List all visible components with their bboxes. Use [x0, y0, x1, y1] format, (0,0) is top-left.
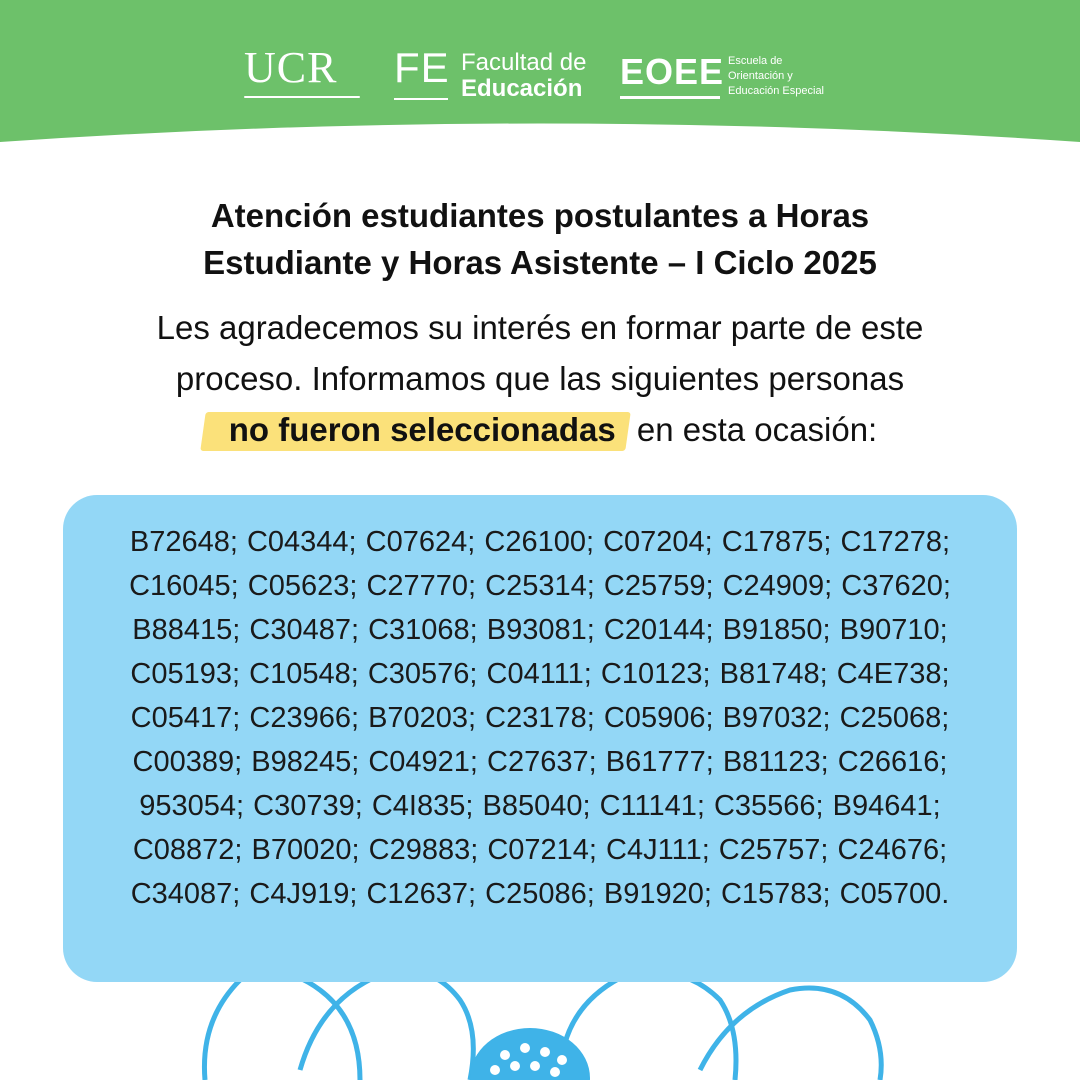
eoee-logo-line2: Orientación y	[728, 70, 793, 82]
eoee-logo-mark: EOEE	[620, 51, 725, 92]
eoee-logo-text	[728, 54, 858, 99]
fe-logo-line2: Educación	[461, 75, 583, 102]
ucr-logo	[244, 43, 360, 98]
highlighted-phrase: no fueron seleccionadas	[203, 404, 628, 455]
eoee-logo-underline	[620, 96, 720, 99]
intro-line3-rest: en esta ocasión:	[636, 411, 878, 448]
page-title-line1: Atención estudiantes postulantes a Horas	[210, 197, 870, 234]
not-selected-codes-list: B72648; C04344; C07624; C26100; C07204; C17875; C17278; C16045; C05623; C27770; C25314; C25759; C24909; C37620; B88415; C30487; C31068; B93081; C20144; B91850; B90710; C05193; C10548; C30576; C04111; C10123; B81748; C4E738; C05417; C23966; B70203; C23178; C05906; B97032; C25068; C00389; B98245; C04921; C27637; B61777; B81123; C26616; 953054; C30739; C4I835; B85040; C11141; C35566; B94641; C08872; B70020; C29883; C07214; C4J111; C25757; C24676; C34087; C4J919; C12637; C25086; B91920; C15783; C05700.	[129, 526, 951, 910]
intro-paragraph	[40, 302, 1040, 455]
not-selected-codes-panel	[63, 495, 1017, 982]
intro-line3	[40, 404, 1040, 455]
fe-logo-line1: Facultad de	[461, 49, 587, 76]
logo-row	[0, 38, 1080, 118]
eoee-logo-line3: Educación Especial	[728, 85, 825, 97]
ucr-logo-underline	[244, 96, 360, 98]
page-title-line2: Estudiante y Horas Asistente – I Ciclo 2025	[203, 244, 877, 281]
ucr-logo-text: UCR	[244, 43, 338, 92]
fe-logo-text	[461, 50, 586, 102]
fe-logo-mark: FE	[394, 44, 450, 91]
intro-line2: proceso. Informamos que las siguientes personas	[175, 360, 905, 397]
fe-logo-underline	[394, 98, 448, 100]
eoee-logo-line1: Escuela de	[728, 55, 783, 67]
intro-line1: Les agradecemos su interés en formar parte de este	[156, 309, 924, 346]
page-title	[40, 192, 1040, 286]
